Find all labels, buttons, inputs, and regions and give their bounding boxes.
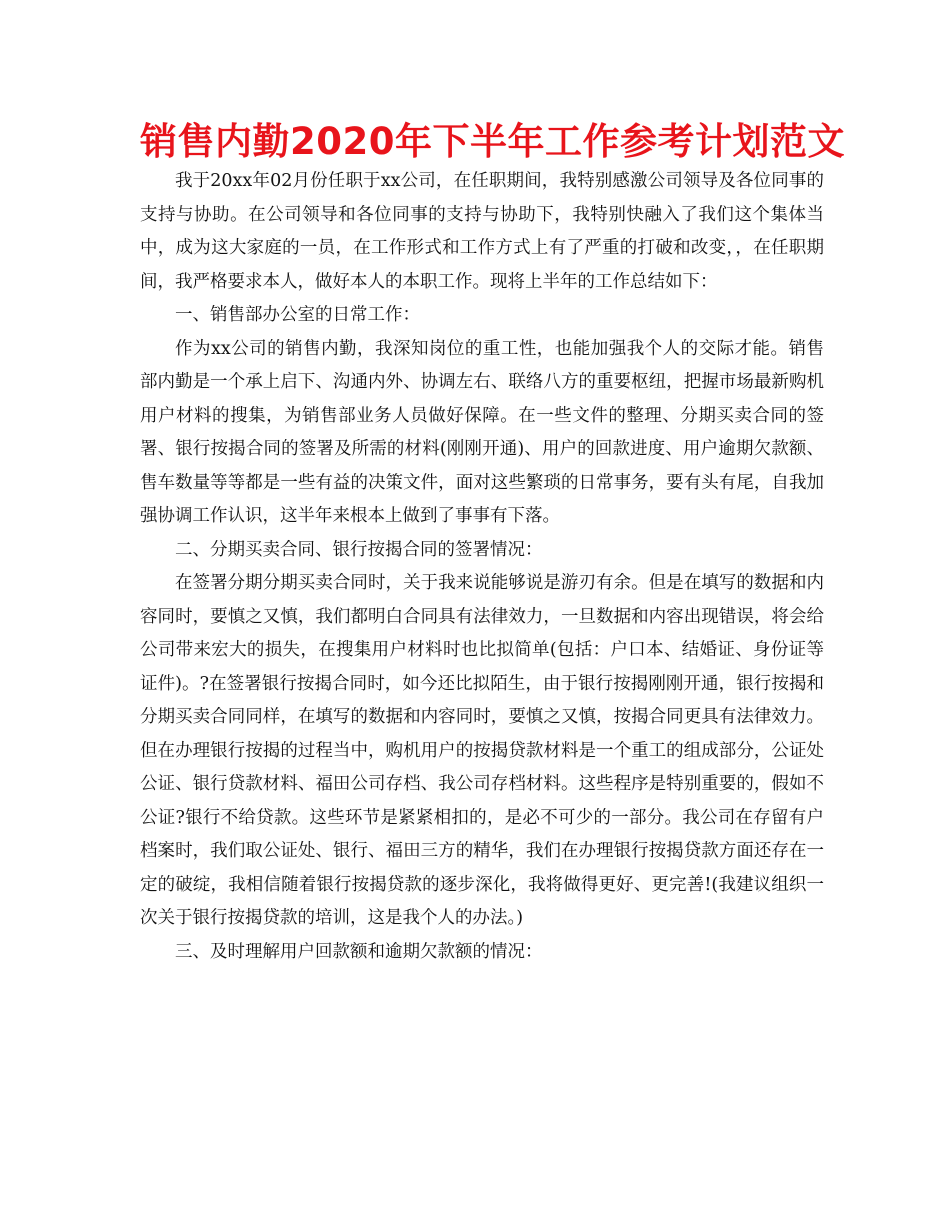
contracts-paragraph: 在签署分期分期买卖合同时，关于我来说能够说是游刃有余。但是在填写的数据和内容同时，要慎之又慎，我们都明白合同具有法律效力，一旦数据和内容出现错误，将会给公司带来宏大的损失，在搜集用户材料时也比拟简单(包括：户口本、结婚证、身份证等证件)。?在签署银行按揭合同时，如今还比拟陌生，由于银行按揭刚刚开通，银行按揭和分期买卖合同同样，在填写的数据和内容同时，要慎之又慎，按揭合同更具有法律效力。但在办理银行按揭的过程当中，购机用户的按揭贷款材料是一个重工的组成部分，公证处公证、银行贷款材料、福田公司存档、我公司存档材料。这些程序是特别重要的，假如不公证?银行不给贷款。这些环节是紧紧相扣的，是必不可少的一部分。我公司在存留有户档案时，我们取公证处、银行、福田三方的精华，我们在办理银行按揭贷款方面还存在一定的破绽，我相信随着银行按揭贷款的逐步深化，我将做得更好、更完善!(我建议组织一次关于银行按揭贷款的培训，这是我个人的办法。) xyxy=(140,573,824,928)
section-heading-payments: 三、及时理解用户回款额和逾期欠款额的情况： xyxy=(175,941,543,962)
daily-work-paragraph: 作为xx公司的销售内勤，我深知岗位的重工性，也能加强我个人的交际才能。销售部内勤是一个承上启下、沟通内外、协调左右、联络八方的重要枢纽，把握市场最新购机用户材料的搜集，为销售部业务人员做好保障。在一些文件的整理、分期买卖合同的签署、银行按揭合同的签署及所需的材料(刚刚开通)、用户的回款进度、用户逾期欠款额、售车数量等等都是一些有益的决策文件，面对这些繁琐的日常事务，要有头有尾，自我加强协调工作认识，这半年来根本上做到了事事有下落。 xyxy=(140,338,824,526)
section-heading-daily-work: 一、销售部办公室的日常工作： xyxy=(175,305,420,325)
document-title: 销售内勤2020年下半年工作参考计划范文 xyxy=(140,120,845,163)
document-body xyxy=(140,165,824,969)
intro-paragraph: 我于20xx年02月份任职于xx公司，在任职期间，我特别感激公司领导及各位同事的支持与协助。在公司领导和各位同事的支持与协助下，我特别快融入了我们这个集体当中，成为这大家庭的一员，在工作形式和工作方式上有了严重的打破和改变，，在任职期间，我严格要求本人，做好本人的本职工作。现将上半年的工作总结如下： xyxy=(140,171,824,292)
section-heading-contracts: 二、分期买卖合同、银行按揭合同的签署情况： xyxy=(175,539,543,560)
